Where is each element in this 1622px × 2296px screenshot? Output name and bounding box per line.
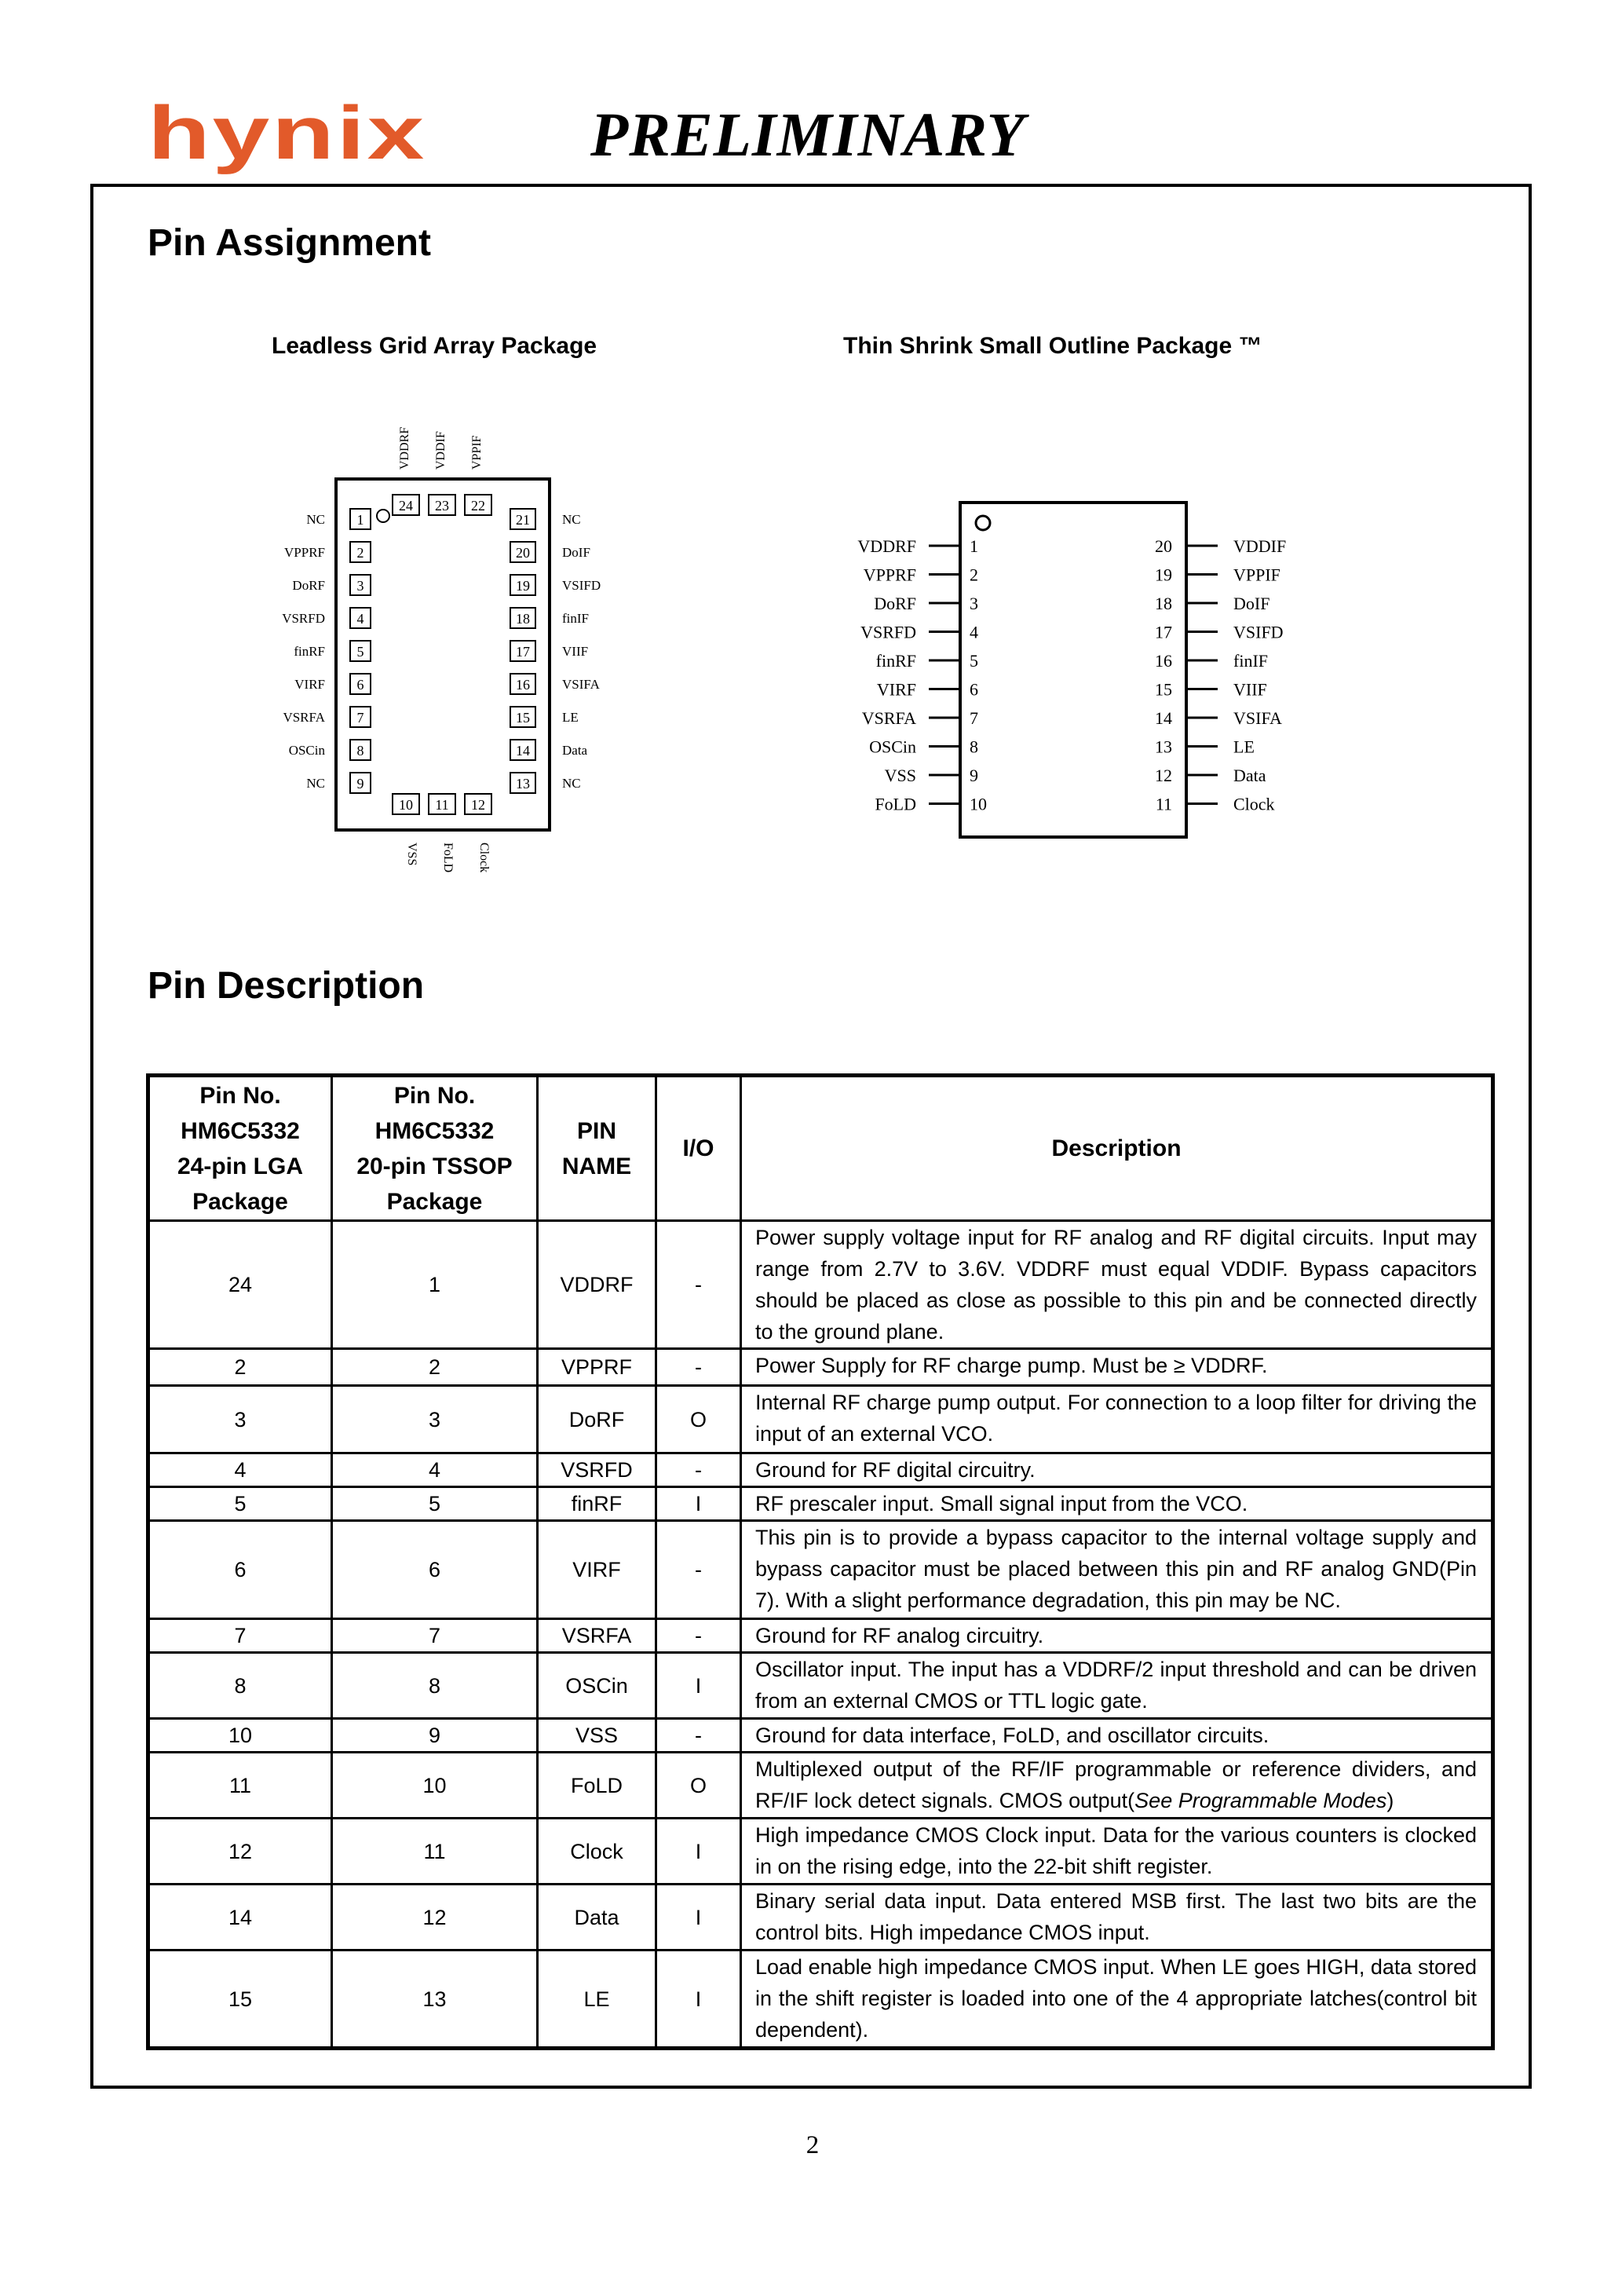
description-cell: High impedance CMOS Clock input. Data for the various counters is clocked in on the rising edge, into the 22-bit shift register. (741, 1819, 1493, 1885)
tssop-pin-label: VSIFD (1233, 622, 1284, 642)
tssop-pin-number: 19 (1155, 565, 1172, 585)
tssop-pin-number: 2 (970, 565, 978, 585)
tssop-package-body (960, 503, 1186, 837)
table-row (148, 1521, 1493, 1619)
description-cell: Power supply voltage input for RF analog and RF digital circuits. Input may range from 2.7V to 3.6V. VDDRF must equal VDDIF. Bypass capacitors should be placed as close as possible to this pin and be connected directly to the ground plane. (741, 1221, 1493, 1349)
tssop-pin-cell: 8 (332, 1653, 538, 1719)
io-cell: O (656, 1386, 741, 1453)
description-cell: Power Supply for RF charge pump. Must be ≥ VDDRF. (741, 1349, 1493, 1386)
tssop-pin-number: 10 (970, 794, 987, 814)
tssop-pin-number: 7 (970, 708, 978, 728)
io-cell: - (656, 1453, 741, 1487)
tssop-pin-cell: 1 (332, 1221, 538, 1349)
description-cell: RF prescaler input. Small signal input from the VCO. (741, 1487, 1493, 1521)
tssop-pin-label: VPPIF (1233, 565, 1280, 585)
lga-pin-label: VPPIF (470, 435, 484, 470)
pin-description-table (146, 1073, 1495, 2050)
pin-description-heading: Pin Description (148, 965, 425, 1007)
tssop-pin-number: 17 (1155, 622, 1172, 642)
tssop-pin-label: Data (1233, 766, 1266, 785)
lga-pin-label: VSRFA (283, 710, 325, 725)
description-cell: Binary serial data input. Data entered MSB first. The last two bits are the control bits. High impedance CMOS input. (741, 1885, 1493, 1951)
tssop-pin-cell: 5 (332, 1487, 538, 1521)
description-cell: Ground for data interface, FoLD, and oscillator circuits. (741, 1719, 1493, 1753)
tssop-pin-number: 11 (1155, 794, 1172, 814)
tssop-pin-label: VSS (884, 766, 916, 785)
io-cell: - (656, 1619, 741, 1653)
lga-pin-number: 16 (516, 677, 530, 693)
table-row (148, 1719, 1493, 1753)
tssop-package-title: Thin Shrink Small Outline Package ™ (843, 333, 1262, 359)
lga-pin-number: 12 (471, 797, 485, 813)
lga-pin-number: 8 (356, 743, 364, 759)
tssop-pin-label: VIIF (1233, 679, 1267, 700)
io-cell: - (656, 1221, 741, 1349)
lga-pin-label: VIIF (562, 644, 589, 659)
tssop-pin-label: VSIFA (1233, 708, 1282, 728)
lga-pin-cell: 24 (148, 1221, 332, 1349)
table-row (148, 1653, 1493, 1719)
lga-pinout-diagram (251, 400, 644, 903)
table-row (148, 1386, 1493, 1453)
lga-pin-number: 1 (356, 512, 364, 528)
tssop-pin-number: 12 (1155, 766, 1172, 785)
io-cell: I (656, 1951, 741, 2049)
tssop-pin-label: DoIF (1233, 594, 1270, 613)
io-cell: I (656, 1653, 741, 1719)
tssop-pin-number: 4 (970, 622, 978, 642)
table-row (148, 1453, 1493, 1487)
table-row (148, 1619, 1493, 1653)
lga-pin-label: VIRF (294, 677, 325, 692)
lga-package-title: Leadless Grid Array Package (272, 333, 597, 359)
io-cell: O (656, 1753, 741, 1819)
table-row (148, 1951, 1493, 2049)
tssop-pin-number: 1 (970, 536, 978, 556)
table-row (148, 1753, 1493, 1819)
tssop-pin-label: VIRF (876, 679, 916, 700)
lga-pin-label: DoRF (292, 578, 325, 593)
io-cell: I (656, 1885, 741, 1951)
pin1-marker (377, 510, 389, 522)
tssop-pin-cell: 3 (332, 1386, 538, 1453)
io-cell: I (656, 1487, 741, 1521)
header-lga-pin: Pin No. HM6C5332 24-pin LGA Package (148, 1076, 332, 1221)
tssop-pin-number: 5 (970, 651, 978, 671)
pin-name-cell: finRF (538, 1487, 656, 1521)
description-cell: Oscillator input. The input has a VDDRF/2 input threshold and can be driven from an external CMOS or TTL logic gate. (741, 1653, 1493, 1719)
io-cell: - (656, 1521, 741, 1619)
lga-pin-cell: 4 (148, 1453, 332, 1487)
lga-pin-cell: 11 (148, 1753, 332, 1819)
lga-pin-label: VSRFD (282, 611, 325, 626)
table-row (148, 1221, 1493, 1349)
tssop-pin-number: 8 (970, 737, 978, 757)
table-row (148, 1819, 1493, 1885)
io-cell: - (656, 1719, 741, 1753)
lga-pin-label: finRF (294, 644, 325, 659)
tssop-pin-cell: 13 (332, 1951, 538, 2049)
lga-pin-number: 9 (356, 776, 364, 792)
pin-name-cell: VPPRF (538, 1349, 656, 1386)
tssop-pin-cell: 2 (332, 1349, 538, 1386)
pin-name-cell: VSRFA (538, 1619, 656, 1653)
lga-pin-label: NC (306, 512, 325, 527)
tssop-pin-label: finIF (1233, 651, 1268, 671)
lga-pin-label: VDDRF (398, 426, 411, 470)
tssop-pin-cell: 10 (332, 1753, 538, 1819)
lga-pin-label: DoIF (562, 545, 590, 560)
lga-pin-number: 5 (356, 644, 364, 660)
lga-pin-label: NC (306, 776, 325, 791)
lga-pin-cell: 3 (148, 1386, 332, 1453)
lga-pin-number: 4 (356, 611, 364, 627)
lga-pin-number: 3 (356, 578, 364, 594)
io-cell: - (656, 1349, 741, 1386)
tssop-pin-cell: 6 (332, 1521, 538, 1619)
lga-pin-number: 7 (356, 710, 364, 726)
lga-pin-label: VDDIF (434, 431, 448, 470)
tssop-pin-cell: 12 (332, 1885, 538, 1951)
lga-pin-cell: 15 (148, 1951, 332, 2049)
lga-pin-label: finIF (562, 611, 589, 626)
description-cell: Load enable high impedance CMOS input. When LE goes HIGH, data stored in the shift register is loaded into one of the 4 appropriate latches(control bit dependent). (741, 1951, 1493, 2049)
lga-pin-number: 15 (516, 710, 530, 726)
tssop-pin-label: VDDIF (1233, 536, 1287, 556)
tssop-pin-number: 13 (1155, 737, 1172, 757)
pin-name-cell: Clock (538, 1819, 656, 1885)
lga-pin-cell: 5 (148, 1487, 332, 1521)
pin-name-cell: OSCin (538, 1653, 656, 1719)
description-cell: Internal RF charge pump output. For connection to a loop filter for driving the input of an external VCO. (741, 1386, 1493, 1453)
tssop-pin-label: finRF (875, 651, 916, 671)
lga-pin-cell: 10 (148, 1719, 332, 1753)
lga-pin-cell: 12 (148, 1819, 332, 1885)
pin-name-cell: VSS (538, 1719, 656, 1753)
lga-pin-number: 6 (356, 677, 364, 693)
lga-pin-label: VSIFD (562, 578, 601, 593)
lga-pin-label: VSS (405, 843, 418, 866)
pin-name-cell: VIRF (538, 1521, 656, 1619)
lga-pin-number: 2 (356, 545, 364, 561)
tssop-pin-label: LE (1233, 737, 1255, 757)
page-number: 2 (806, 2131, 820, 2159)
tssop-pin-label: FoLD (875, 794, 916, 814)
tssop-pin-label: VSRFD (860, 622, 916, 642)
lga-pin-cell: 14 (148, 1885, 332, 1951)
pin-name-cell: VSRFD (538, 1453, 656, 1487)
description-cell: Ground for RF digital circuitry. (741, 1453, 1493, 1487)
hynix-logo (148, 102, 430, 181)
pin-name-cell: FoLD (538, 1753, 656, 1819)
lga-pin-number: 10 (399, 797, 413, 813)
tssop-pin-number: 3 (970, 594, 978, 613)
tssop-pin-number: 20 (1155, 536, 1172, 556)
lga-pin-number: 23 (435, 498, 449, 514)
table-row (148, 1487, 1493, 1521)
lga-pin-label: VPPRF (284, 545, 325, 560)
lga-pin-number: 11 (435, 797, 449, 813)
header-tssop-pin: Pin No. HM6C5332 20-pin TSSOP Package (332, 1076, 538, 1221)
lga-pin-number: 14 (516, 743, 530, 759)
pin-name-cell: DoRF (538, 1386, 656, 1453)
lga-pin-label: FoLD (441, 843, 455, 873)
tssop-pin-number: 9 (970, 766, 978, 785)
description-cell: Multiplexed output of the RF/IF programmable or reference dividers, and RF/IF lock detect signals. CMOS output(See Programmable Modes) (741, 1753, 1493, 1819)
pin1-marker (976, 516, 990, 530)
tssop-pin-number: 6 (970, 679, 978, 700)
tssop-pin-label: VDDRF (857, 536, 916, 556)
lga-pin-label: Data (562, 743, 588, 758)
tssop-pinout-diagram (832, 491, 1319, 852)
tssop-pin-label: DoRF (874, 594, 916, 613)
pin-name-cell: LE (538, 1951, 656, 2049)
lga-pin-label: Clock (477, 843, 491, 873)
header-description: Description (741, 1076, 1493, 1221)
lga-pin-number: 13 (516, 776, 530, 792)
lga-pin-label: NC (562, 776, 581, 791)
lga-pin-cell: 6 (148, 1521, 332, 1619)
lga-pin-label: NC (562, 512, 581, 527)
tssop-pin-cell: 4 (332, 1453, 538, 1487)
svg-text:hynix: hynix (148, 102, 426, 175)
tssop-pin-label: Clock (1233, 794, 1275, 814)
pin-name-cell: Data (538, 1885, 656, 1951)
table-row (148, 1885, 1493, 1951)
lga-pin-label: LE (562, 710, 579, 725)
lga-pin-number: 24 (399, 498, 413, 514)
tssop-pin-label: OSCin (869, 737, 916, 757)
tssop-pin-number: 16 (1155, 651, 1172, 671)
description-cell: This pin is to provide a bypass capacitor to the internal voltage supply and bypass capacitor must be placed between this pin and RF analog GND(Pin 7). With a slight performance degradation, this pin may be NC. (741, 1521, 1493, 1619)
lga-pin-label: OSCin (288, 743, 325, 758)
io-cell: I (656, 1819, 741, 1885)
lga-pin-number: 17 (516, 644, 530, 660)
tssop-pin-label: VSRFA (861, 708, 916, 728)
preliminary-banner: PRELIMINARY (590, 101, 1025, 170)
tssop-pin-cell: 11 (332, 1819, 538, 1885)
header-pin-name: PIN NAME (538, 1076, 656, 1221)
lga-pin-cell: 2 (148, 1349, 332, 1386)
header-io: I/O (656, 1076, 741, 1221)
tssop-pin-number: 15 (1155, 679, 1172, 700)
tssop-pin-number: 18 (1155, 594, 1172, 613)
lga-pin-cell: 7 (148, 1619, 332, 1653)
lga-pin-number: 18 (516, 611, 530, 627)
table-header-row (148, 1076, 1493, 1221)
tssop-pin-label: VPPRF (863, 565, 916, 585)
tssop-pin-cell: 9 (332, 1719, 538, 1753)
lga-pin-cell: 8 (148, 1653, 332, 1719)
tssop-pin-cell: 7 (332, 1619, 538, 1653)
table-row (148, 1349, 1493, 1386)
lga-pin-number: 20 (516, 545, 530, 561)
lga-pin-number: 19 (516, 578, 530, 594)
description-cell: Ground for RF analog circuitry. (741, 1619, 1493, 1653)
lga-pin-label: VSIFA (562, 677, 600, 692)
tssop-pin-number: 14 (1155, 708, 1172, 728)
lga-pin-number: 22 (471, 498, 485, 514)
lga-pin-number: 21 (516, 512, 530, 528)
pin-assignment-heading: Pin Assignment (148, 222, 431, 264)
pin-name-cell: VDDRF (538, 1221, 656, 1349)
